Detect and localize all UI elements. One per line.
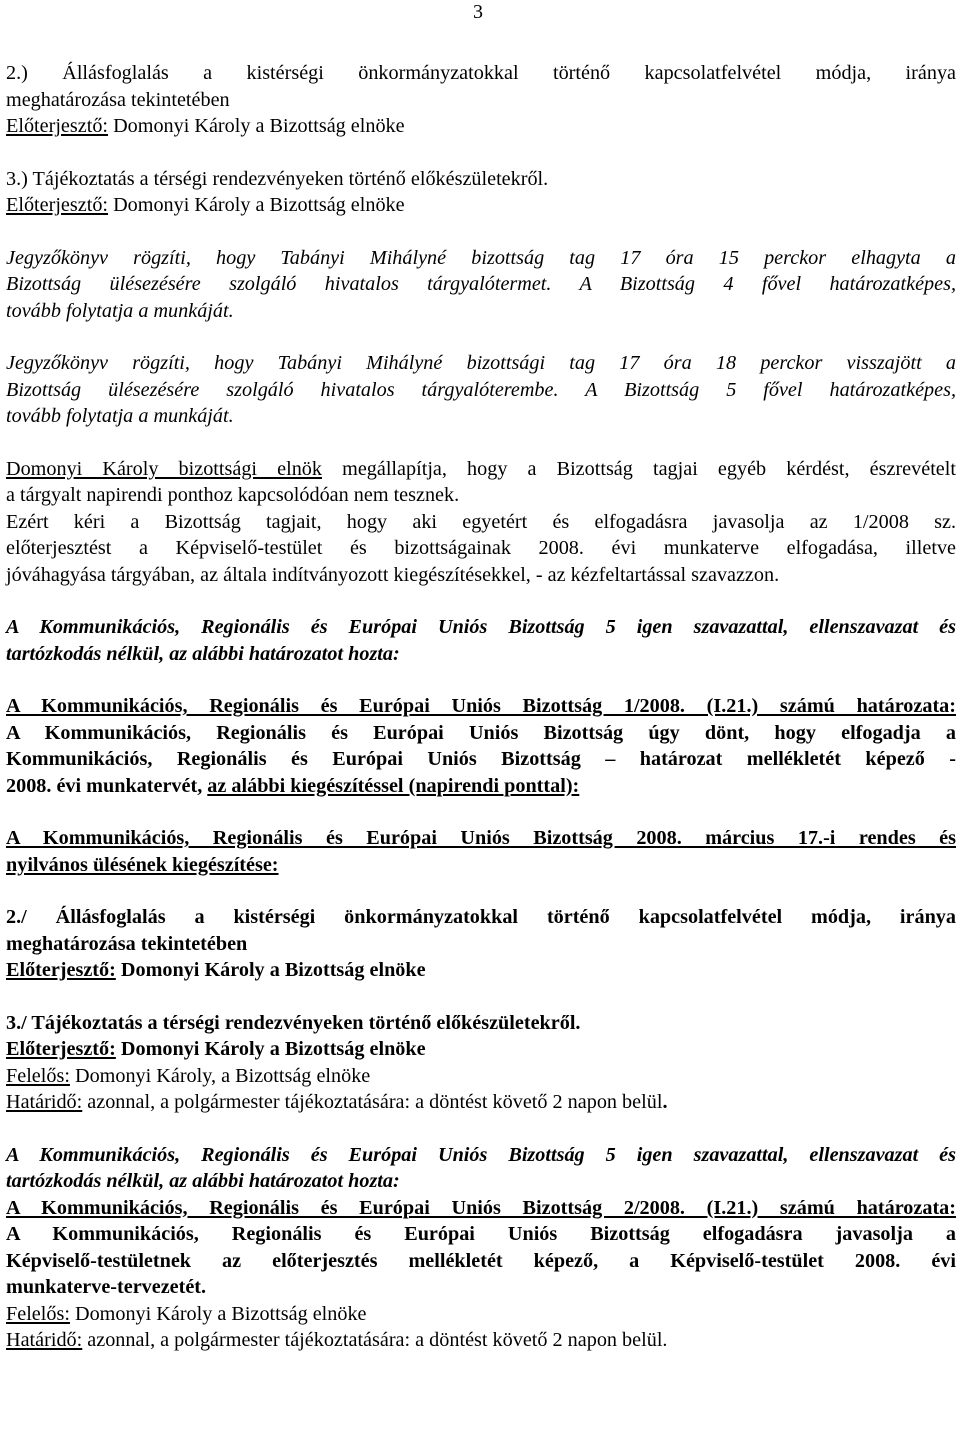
supplement-item-2-presenter xyxy=(6,957,956,984)
supplement-item-2-line1: 2./ Állásfoglalás a kistérségi önkormányzatokkal történő kapcsolatfelvétel módja, iránya xyxy=(6,906,956,928)
presenter-name: Domonyi Károly a Bizottság elnöke xyxy=(115,959,426,981)
presenter-name: Domonyi Károly a Bizottság elnöke xyxy=(115,1038,426,1060)
resolution-2-line2: Képviselő-testületnek az előterjesztés mellékletét képező, a Képviselő-testület 2008. évi xyxy=(6,1249,956,1272)
vote-1-line2: tartózkodás nélkül, az alábbi határozatot hozta: xyxy=(6,642,400,665)
resolution-2-line3: munkaterve-tervezetét. xyxy=(6,1276,207,1298)
minutes-note-1-line2: Bizottság ülésezésére szolgáló hivatalos tárgyalótermet. A Bizottság 4 fővel határozatképes, xyxy=(6,273,956,295)
resolution-2-deadline xyxy=(6,1327,956,1354)
agenda-item-3 xyxy=(6,166,956,219)
minutes-note-2-line3: tovább folytatja a munkáját. xyxy=(6,405,234,427)
resolution-2-title: A Kommunikációs, Regionális és Európai Uniós Bizottság 2/2008. (I.21.) számú határozata: xyxy=(6,1196,956,1219)
deadline-label: Határidő: xyxy=(6,1329,83,1351)
resolution-1 xyxy=(6,693,956,799)
agenda-item-2 xyxy=(6,60,956,140)
responsible-name: Domonyi Károly, a Bizottság elnöke xyxy=(69,1064,371,1087)
supplement-deadline xyxy=(6,1089,956,1116)
responsible-label: Felelős: xyxy=(6,1302,70,1325)
chair-statement-text: megállapítja, hogy a Bizottság tagjai egyéb kérdést, észrevételt xyxy=(322,457,956,480)
deadline-text: azonnal, a polgármester tájékoztatására: a döntést követő 2 napon belül xyxy=(82,1091,663,1113)
agenda-item-2-line2: meghatározása tekintetében xyxy=(6,88,230,111)
presenter-label: Előterjesztő: xyxy=(6,959,116,981)
supplement-item-3-presenter xyxy=(6,1036,956,1063)
minutes-note-1-line3: tovább folytatja a munkáját. xyxy=(6,299,234,322)
chair-statement-line2: a tárgyalt napirendi ponthoz kapcsolódóan nem tesznek. xyxy=(6,484,460,506)
presenter-label: Előterjesztő: xyxy=(6,1038,116,1060)
deadline-text: azonnal, a polgármester tájékoztatására: a döntést követő 2 napon belül. xyxy=(82,1329,668,1351)
minutes-note-1 xyxy=(6,245,956,325)
presenter-name: Domonyi Károly a Bizottság elnöke xyxy=(108,115,405,137)
chair-name: Domonyi Károly bizottsági elnök xyxy=(6,457,322,480)
page-number: 3 xyxy=(473,1,483,23)
vote-2 xyxy=(6,1142,956,1195)
resolution-1-line1: A Kommunikációs, Regionális és Európai Uniós Bizottság úgy dönt, hogy elfogadja a xyxy=(6,721,956,744)
supplement-item-3-line1: 3./ Tájékoztatás a térségi rendezvényeken történő előkészületekről. xyxy=(6,1011,581,1034)
responsible-name: Domonyi Károly a Bizottság elnöke xyxy=(69,1302,367,1325)
chair-statement xyxy=(6,456,956,589)
presenter-label: Előterjesztő: xyxy=(6,194,109,216)
vote-2-line2: tartózkodás nélkül, az alábbi határozatot hozta: xyxy=(6,1170,400,1192)
resolution-1-supplement-note: az alábbi kiegészítéssel (napirendi ponttal): xyxy=(207,774,580,797)
agenda-item-2-presenter xyxy=(6,113,956,140)
presenter-name: Domonyi Károly a Bizottság elnöke xyxy=(108,194,405,216)
deadline-period: . xyxy=(662,1091,668,1113)
resolution-2-responsibility xyxy=(6,1301,956,1354)
resolution-2-line1: A Kommunikációs, Regionális és Európai Uniós Bizottság elfogadásra javasolja a xyxy=(6,1223,956,1245)
supplement-item-2-line2: meghatározása tekintetében xyxy=(6,932,248,955)
vote-1 xyxy=(6,614,956,667)
resolution-1-line3-text: 2008. évi munkatervét, xyxy=(6,774,208,797)
resolution-1-line3 xyxy=(6,773,956,800)
presenter-label: Előterjesztő: xyxy=(6,115,109,137)
agenda-item-2-line1: 2.) Állásfoglalás a kistérségi önkormányzatokkal történő kapcsolatfelvétel módja, iránya xyxy=(6,62,956,84)
vote-2-line1: A Kommunikációs, Regionális és Európai Uniós Bizottság 5 igen szavazattal, ellenszavazat és xyxy=(6,1143,956,1166)
agenda-item-3-line1: 3.) Tájékoztatás a térségi rendezvényeken történő előkészületekről. xyxy=(6,167,549,190)
chair-statement-line5: jóváhagyása tárgyában, az általa indítványozott kiegészítésekkel, - az kézfeltartással szavazzon. xyxy=(6,563,780,586)
supplement xyxy=(6,825,956,1063)
resolution-1-line2: Kommunikációs, Regionális és Európai Uniós Bizottság – határozat mellékletét képező - xyxy=(6,748,956,770)
resolution-2 xyxy=(6,1195,956,1301)
chair-statement-line3: Ezért kéri a Bizottság tagjait, hogy aki egyetért és elfogadásra javasolja az 1/2008 sz. xyxy=(6,510,956,533)
responsible-label: Felelős: xyxy=(6,1064,70,1087)
document-body xyxy=(6,60,956,1354)
supplement-responsible xyxy=(6,1063,956,1090)
resolution-1-title: A Kommunikációs, Regionális és Európai Uniós Bizottság 1/2008. (I.21.) számú határozata: xyxy=(6,695,956,717)
supplement-item-2 xyxy=(6,904,956,984)
agenda-item-3-presenter xyxy=(6,192,956,219)
supplement-responsibility xyxy=(6,1063,956,1116)
chair-statement-line1 xyxy=(6,456,956,483)
minutes-note-2 xyxy=(6,350,956,430)
supplement-item-3 xyxy=(6,1010,956,1063)
minutes-note-1-line1: Jegyzőkönyv rögzíti, hogy Tabányi Mihályné bizottság tag 17 óra 15 perckor elhagyta a xyxy=(6,246,956,269)
resolution-2-responsible xyxy=(6,1301,956,1328)
deadline-label: Határidő: xyxy=(6,1091,83,1113)
chair-statement-line4: előterjesztést a Képviselő-testület és bizottságainak 2008. évi munkaterve elfogadása, illetve xyxy=(6,537,956,559)
supplement-title-line1: A Kommunikációs, Regionális és Európai Uniós Bizottság 2008. március 17.-i rendes és xyxy=(6,827,956,849)
minutes-note-2-line2: Bizottság ülésezésére szolgáló hivatalos tárgyalóterembe. A Bizottság 5 fővel határozatképes, xyxy=(6,378,956,401)
supplement-title-line2: nyilvános ülésének kiegészítése: xyxy=(6,853,279,876)
vote-1-line1: A Kommunikációs, Regionális és Európai Uniós Bizottság 5 igen szavazattal, ellenszavazat és xyxy=(6,616,956,638)
minutes-note-2-line1: Jegyzőkönyv rögzíti, hogy Tabányi Mihályné bizottsági tag 17 óra 18 perckor visszajött a xyxy=(6,352,956,374)
